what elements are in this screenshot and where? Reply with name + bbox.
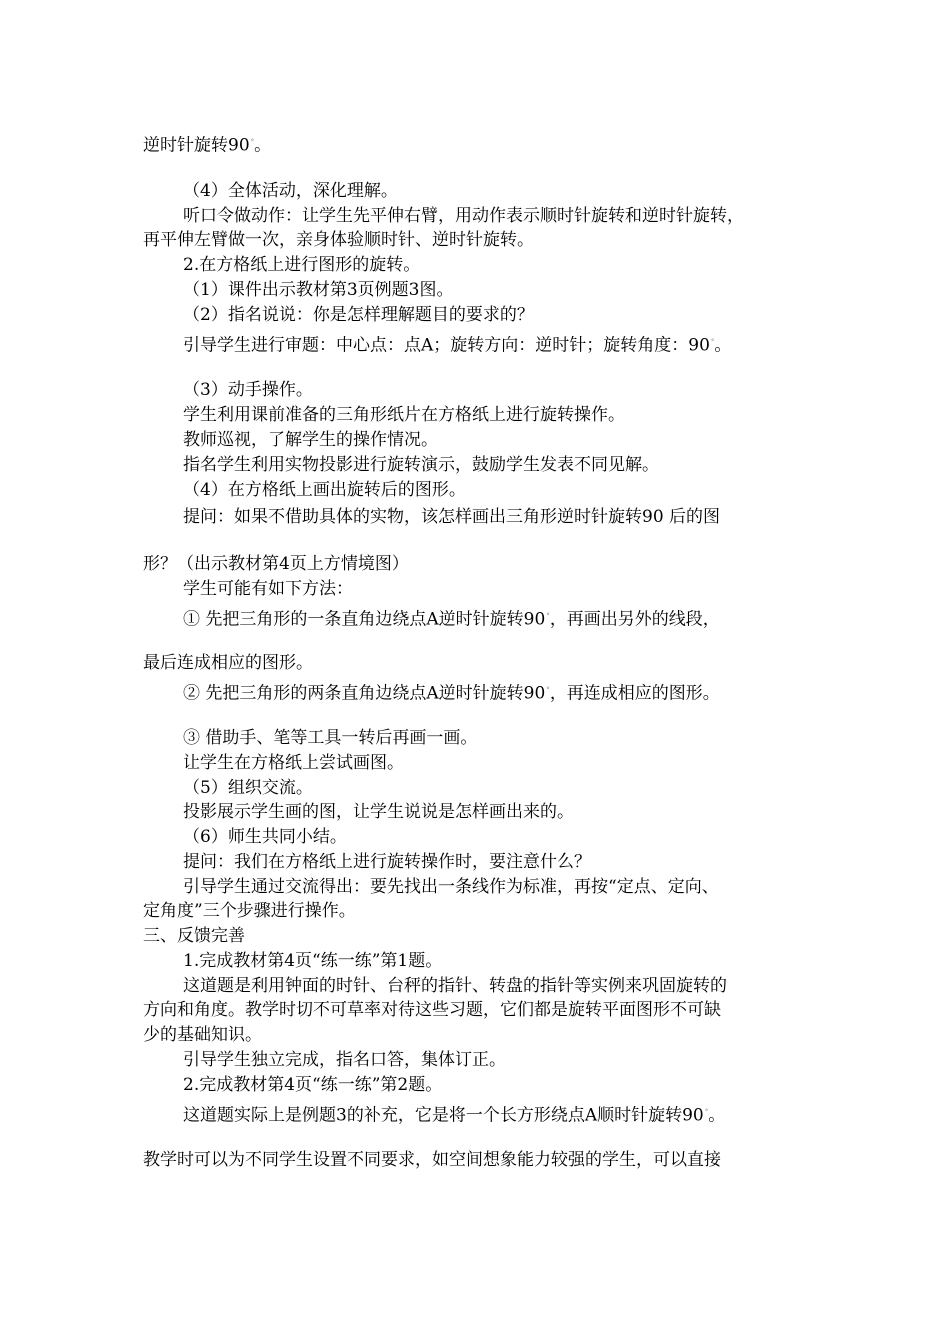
text-line: （1）课件出示教材第3页例题3图。 xyxy=(183,280,454,300)
text-line: 1.完成教材第4页“练一练”第1题。 xyxy=(183,951,443,971)
text-line: 提问：如果不借助具体的实物，该怎样画出三角形逆时针旋转90 后的图 xyxy=(183,507,721,527)
text-line: ① 先把三角形的一条直角边绕点A逆时针旋转90°，再画出另外的线段， xyxy=(183,609,720,630)
text-line: （4）在方格纸上画出旋转后的图形。 xyxy=(183,480,466,500)
degree-mark: ° xyxy=(546,612,550,620)
text-line: 提问：我们在方格纸上进行旋转操作时，要注意什么？ xyxy=(183,852,591,872)
text-line: 指名学生利用实物投影进行旋转演示，鼓励学生发表不同见解。 xyxy=(183,455,659,475)
text-line: 2.完成教材第4页“练一练”第2题。 xyxy=(183,1075,443,1095)
text-line: 听口令做动作：让学生先平伸右臂，用动作表示顺时针旋转和逆时针旋转， xyxy=(183,206,744,226)
text-line: 教学时可以为不同学生设置不同要求，如空间想象能力较强的学生，可以直接 xyxy=(143,1150,721,1170)
text-line: 定角度”三个步骤进行操作。 xyxy=(143,901,356,921)
text-line: 学生可能有如下方法： xyxy=(183,579,353,599)
text-line: （2）指名说说：你是怎样理解题目的要求的？ xyxy=(183,305,534,325)
text-line: 最后连成相应的图形。 xyxy=(143,653,313,673)
section-heading: 三、反馈完善 xyxy=(143,926,245,946)
text-line: （3）动手操作。 xyxy=(183,380,313,400)
text-line: ③ 借助手、笔等工具一转后再画一画。 xyxy=(183,728,478,748)
text-line: ② 先把三角形的两条直角边绕点A逆时针旋转90°，再连成相应的图形。 xyxy=(183,683,720,704)
text-line: 投影展示学生画的图，让学生说说是怎样画出来的。 xyxy=(183,802,574,822)
text-line: 少的基础知识。 xyxy=(143,1025,262,1045)
text-line: 引导学生进行审题：中心点：点A；旋转方向：逆时针；旋转角度：90°。 xyxy=(183,335,732,356)
degree-mark: ° xyxy=(546,686,550,694)
text-line: 逆时针旋转90°。 xyxy=(143,135,272,156)
text-line: （5）组织交流。 xyxy=(183,778,313,798)
text-line: 让学生在方格纸上尝试画图。 xyxy=(183,753,404,773)
degree-mark: ° xyxy=(710,338,715,346)
text-line: 2.在方格纸上进行图形的旋转。 xyxy=(183,255,421,275)
text-line: 引导学生独立完成，指名口答，集体订正。 xyxy=(183,1050,506,1070)
degree-mark: ° xyxy=(250,138,255,146)
text-line: 学生利用课前准备的三角形纸片在方格纸上进行旋转操作。 xyxy=(183,405,625,425)
text-line: 再平伸左臂做一次，亲身体验顺时针、逆时针旋转。 xyxy=(143,230,534,250)
text-line: 这道题是利用钟面的时针、台秤的指针、转盘的指针等实例来巩固旋转的 xyxy=(183,976,727,996)
text-line: 这道题实际上是例题3的补充，它是将一个长方形绕点A顺时针旋转90°。 xyxy=(183,1105,726,1126)
text-line: 教师巡视，了解学生的操作情况。 xyxy=(183,430,438,450)
text-line: （6）师生共同小结。 xyxy=(183,827,347,847)
text-line: 引导学生通过交流得出：要先找出一条线作为标准，再按“定点、定向、 xyxy=(183,877,719,897)
text-line: 形？（出示教材第4页上方情境图） xyxy=(143,554,409,574)
text-line: （4）全体活动，深化理解。 xyxy=(183,181,398,201)
text-line: 方向和角度。教学时切不可草率对待这些习题，它们都是旋转平面图形不可缺 xyxy=(143,1000,721,1020)
degree-mark: ° xyxy=(704,1108,709,1116)
